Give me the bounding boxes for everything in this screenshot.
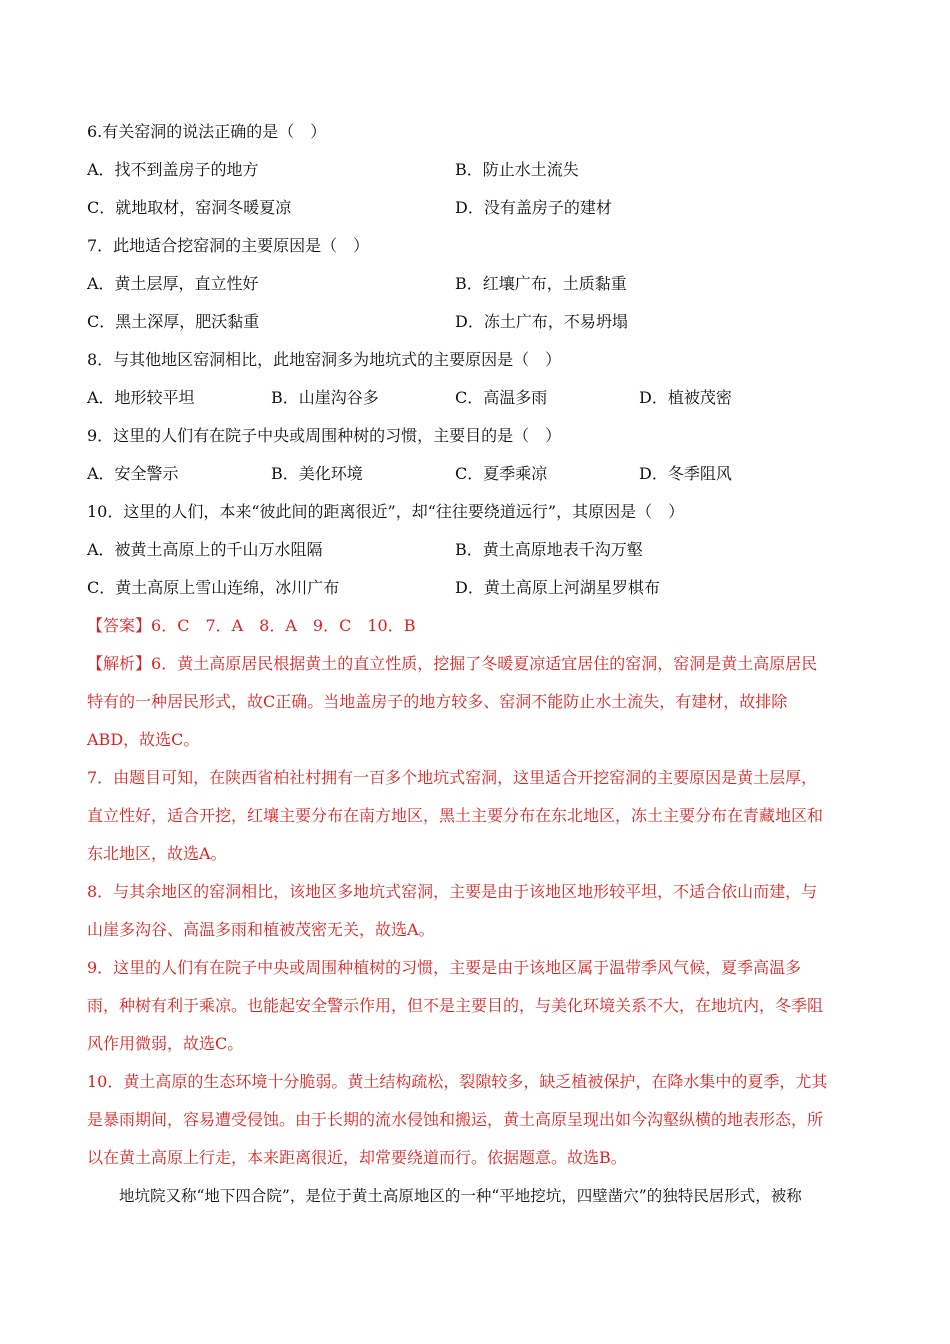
question-6-option-c: C．就地取材，窑洞冬暖夏凉 [87, 198, 292, 217]
question-9-option-d: D．冬季阻风 [639, 464, 732, 483]
analysis-7-line-3: 东北地区，故选A。 [87, 844, 227, 863]
question-9-option-a: A．安全警示 [87, 464, 179, 483]
question-7-option-d: D．冻土广布，不易坍塌 [455, 312, 628, 331]
question-9-stem: 9．这里的人们有在院子中央或周围种树的习惯，主要目的是（ ） [87, 426, 562, 445]
question-7-option-b: B．红壤广布，土质黏重 [455, 274, 627, 293]
analysis-6-line-1: 6．黄土高原居民根据黄土的直立性质，挖掘了冬暖夏凉适宜居住的窑洞，窑洞是黄土高原居民 [151, 654, 818, 673]
question-6-option-d: D．没有盖房子的建材 [455, 198, 612, 217]
analysis-7-line-2: 直立性好，适合开挖，红壤主要分布在南方地区，黑土主要分布在东北地区，冻土主要分布在青藏地区和 [87, 806, 824, 825]
answer-tag: 【答案】 [87, 616, 152, 635]
question-7-option-c: C．黑土深厚，肥沃黏重 [87, 312, 260, 331]
question-8-option-c: C．高温多雨 [455, 388, 548, 407]
passage-line-1: 地坑院又称“地下四合院”，是位于黄土高原地区的一种“平地挖坑，四壁凿穴”的独特民居形式，被称 [119, 1187, 802, 1205]
analysis-7-line-1: 7．由题目可知，在陕西省柏社村拥有一百多个地坑式窑洞，这里适合开挖窑洞的主要原因是黄土层厚， [87, 768, 818, 787]
answer-line [87, 616, 415, 636]
analysis-10-line-2: 是暴雨期间，容易遭受侵蚀。由于长期的流水侵蚀和搬运，黄土高原呈现出如今沟壑纵横的地表形态，所 [87, 1110, 824, 1129]
question-10-option-c: C．黄土高原上雪山连绵，冰川广布 [87, 578, 340, 597]
analysis-10-line-1: 10．黄土高原的生态环境十分脆弱。黄土结构疏松，裂隙较多，缺乏植被保护，在降水集中的夏季，尤其 [87, 1072, 828, 1091]
analysis-6-line-3: ABD，故选C。 [87, 730, 200, 749]
question-10-stem: 10．这里的人们，本来“彼此间的距离很近”，却“往往要绕道远行”，其原因是（ ） [87, 502, 685, 521]
question-8-stem: 8．与其他地区窑洞相比，此地窑洞多为地坑式的主要原因是（ ） [87, 350, 562, 369]
analysis-9-line-2: 雨，种树有利于乘凉。也能起安全警示作用，但不是主要目的，与美化环境关系不大，在地坑内，冬季阻 [87, 996, 824, 1015]
question-10-option-b: B．黄土高原地表千沟万壑 [455, 540, 643, 559]
answer-text: 6．C 7．A 8．A 9．C 10．B [151, 616, 416, 635]
analysis-10-line-3: 以在黄土高原上行走，本来距离很近，却常要绕道而行。依据题意。故选B。 [87, 1148, 627, 1167]
question-8-option-b: B．山崖沟谷多 [271, 388, 379, 407]
question-6-option-a: A．找不到盖房子的地方 [87, 160, 259, 179]
question-10-option-a: A．被黄土高原上的千山万水阻隔 [87, 540, 323, 559]
question-8-option-d: D．植被茂密 [639, 388, 732, 407]
question-9-option-b: B．美化环境 [271, 464, 363, 483]
analysis-8-line-2: 山崖多沟谷、高温多雨和植被茂密无关，故选A。 [87, 920, 435, 939]
analysis-tag: 【解析】 [87, 654, 152, 673]
question-8-option-a: A．地形较平坦 [87, 388, 195, 407]
question-6-stem: 6.有关窑洞的说法正确的是（ ） [87, 122, 327, 141]
analysis-9-line-3: 风作用微弱，故选C。 [87, 1034, 244, 1053]
analysis-9-line-1: 9．这里的人们有在院子中央或周围种植树的习惯，主要是由于该地区属于温带季风气候，夏季高温多 [87, 958, 802, 977]
question-7-option-a: A．黄土层厚，直立性好 [87, 274, 259, 293]
analysis-first-line [87, 654, 817, 674]
analysis-6-line-2: 特有的一种居民形式，故C正确。当地盖房子的地方较多、窑洞不能防止水土流失，有建材，故排除 [87, 692, 788, 711]
question-7-stem: 7．此地适合挖窑洞的主要原因是（ ） [87, 236, 370, 255]
question-9-option-c: C．夏季乘凉 [455, 464, 548, 483]
question-6-option-b: B．防止水土流失 [455, 160, 579, 179]
question-10-option-d: D．黄土高原上河湖星罗棋布 [455, 578, 660, 597]
analysis-8-line-1: 8．与其余地区的窑洞相比，该地区多地坑式窑洞，主要是由于该地区地形较平坦，不适合依山而建，与 [87, 882, 818, 901]
